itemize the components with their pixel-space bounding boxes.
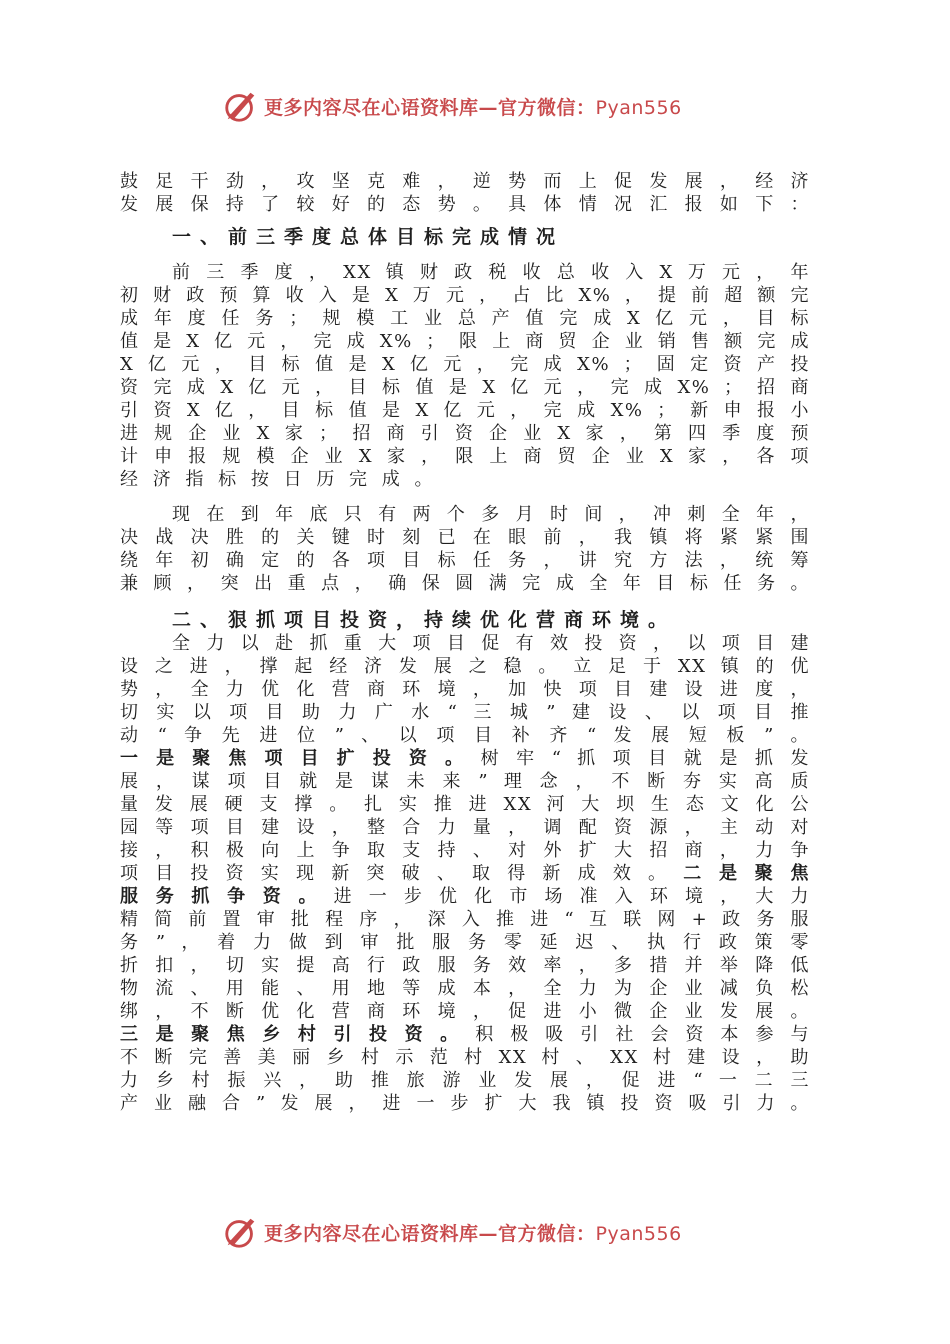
section-heading-2: 二、狠抓项目投资，持续优化营商环境。 <box>172 609 677 631</box>
document-body <box>120 170 810 1115</box>
header-banner <box>222 86 682 126</box>
point-2-lead: 二 是 聚 焦 <box>683 863 810 884</box>
point-3-lead: 三 是 聚 焦 乡 村 引 投 资 。 <box>120 1024 461 1045</box>
pen-logo-icon <box>222 87 260 125</box>
banner-text: 更多内容尽在心语资料库—官方微信：Pyan556 <box>264 1222 682 1245</box>
paragraph-2: 现 在 到 年 底 只 有 两 个 多 月 时 间 ， 冲 刺 全 年 ， 决 战 决 胜 的 关 键 时 刻 已 在 眼 前 ， 我 镇 将 紧 紧 围 绕 年 初 确 定 的 各 项 目 标 任 务 ， 讲 究 方 法 ， 统 筹 兼 顾 ， 突 出 重 点 ， 确 保 圆 满 完 成 全 年 目 标 任 务 。 <box>120 504 810 594</box>
wechat-id: Pyan556 <box>595 1222 682 1245</box>
section-heading-1: 一、前三季度总体目标完成情况 <box>172 226 565 248</box>
pen-logo-icon <box>222 1213 260 1251</box>
paragraph-1: 前 三 季 度 ， XX 镇 财 政 税 收 总 收 入 X 万 元 ， 年 初 财 政 预 算 收 入 是 X 万 元 ， 占 比 X% ， 提 前 超 额 完 成 年 度 任 务 ； 规 模 工 业 总 产 值 完 成 X 亿 元 ， 目 标 值 是 X 亿 元 ， 完 成 X% ； 限 上 商 贸 企 业 销 售 额 完 成 X 亿 元 ， 目 标 值 是 X 亿 元 ， 完 成 X% ； 固 定 资 产 投 资 完 成 X 亿 元 ， 目 标 值 是 X 亿 元 ， 完 成 X% ； 招 商 引 资 X 亿 ， 目 标 值 是 X 亿 元 ， 完 成 X% ； 新 申 报 小 进 规 企 业 X 家 ； 招 商 引 资 企 业 X 家 ， 第 四 季 度 预 计 申 报 规 模 企 业 X 家 ， 限 上 商 贸 企 业 X 家 ， 各 项 经 济 指 标 按 日 历 完 成 。 <box>120 262 810 490</box>
wechat-id: Pyan556 <box>595 96 682 119</box>
point-1-lead: 一 是 聚 焦 项 目 扩 投 资 。 <box>120 748 466 769</box>
banner-text: 更多内容尽在心语资料库—官方微信：Pyan556 <box>264 96 682 119</box>
point-2-lead-cont: 服 务 抓 争 资 。 <box>120 886 320 907</box>
intro-paragraph: 鼓 足 干 劲 ， 攻 坚 克 难 ， 逆 势 而 上 促 发 展 ， 经 济 发 展 保 持 了 较 好 的 态 势 。 具 体 情 况 汇 报 如 下 ： <box>120 171 810 215</box>
paragraph-3: 全 力 以 赴 抓 重 大 项 目 促 有 效 投 资 ， 以 项 目 建 设 之 进 ， 撑 起 经 济 发 展 之 稳 。 立 足 于 XX 镇 的 优 势 ， 全 力 优 化 营 商 环 境 ， 加 快 项 目 建 设 进 度 ， 切 实 以 项 目 助 力 广 水 “ 三 城 ” 建 设 、 以 项 目 推 动 “ 争 先 进 位 ” 、 以 项 目 补 齐 “ 发 展 短 板 ” 。 一 是 聚 焦 项 目 扩 投 资 。 树 牢 “ 抓 项 目 就 是 抓 发 展 ， 谋 项 目 就 是 谋 未 来 ” 理 念 ， 不 断 夯 实 高 质 量 发 展 硬 支 撑 。 扎 实 推 进 XX 河 大 坝 生 态 文 化 公 园 等 项 目 建 设 ， 整 合 力 量 ， 调 配 资 源 ， 主 动 对 接 ， 积 极 向 上 争 取 支 持 、 对 外 扩 大 招 商 ， 力 争 项 目 投 资 实 现 新 突 破 、 取 得 新 成 效 。 二 是 聚 焦 服 务 抓 争 资 。 进 一 步 优 化 市 场 准 入 环 境 ， 大 力 精 简 前 置 审 批 程 序 ， 深 入 推 进 “ 互 联 网 + 政 务 服 务 ” ， 着 力 做 到 审 批 服 务 零 延 迟 、 执 行 政 策 零 折 扣 ， 切 实 提 高 行 政 服 务 效 率 ， 多 措 并 举 降 低 物 流 、 用 能 、 用 地 等 成 本 ， 全 力 为 企 业 减 负 松 绑 ， 不 断 优 化 营 商 环 境 ， 促 进 小 微 企 业 发 展 。 三 是 聚 焦 乡 村 引 投 资 。 积 极 吸 引 社 会 资 本 参 与 不 断 完 善 美 丽 乡 村 示 范 村 XX 村 、 XX 村 建 设 ， 助 力 乡 村 振 兴 ， 助 推 旅 游 业 发 展 ， 促 进 “ 一 二 三 产 业 融 合 ” 发 展 ， 进 一 步 扩 大 我 镇 投 资 吸 引 力 。 <box>120 633 810 1114</box>
footer-banner <box>222 1212 682 1252</box>
